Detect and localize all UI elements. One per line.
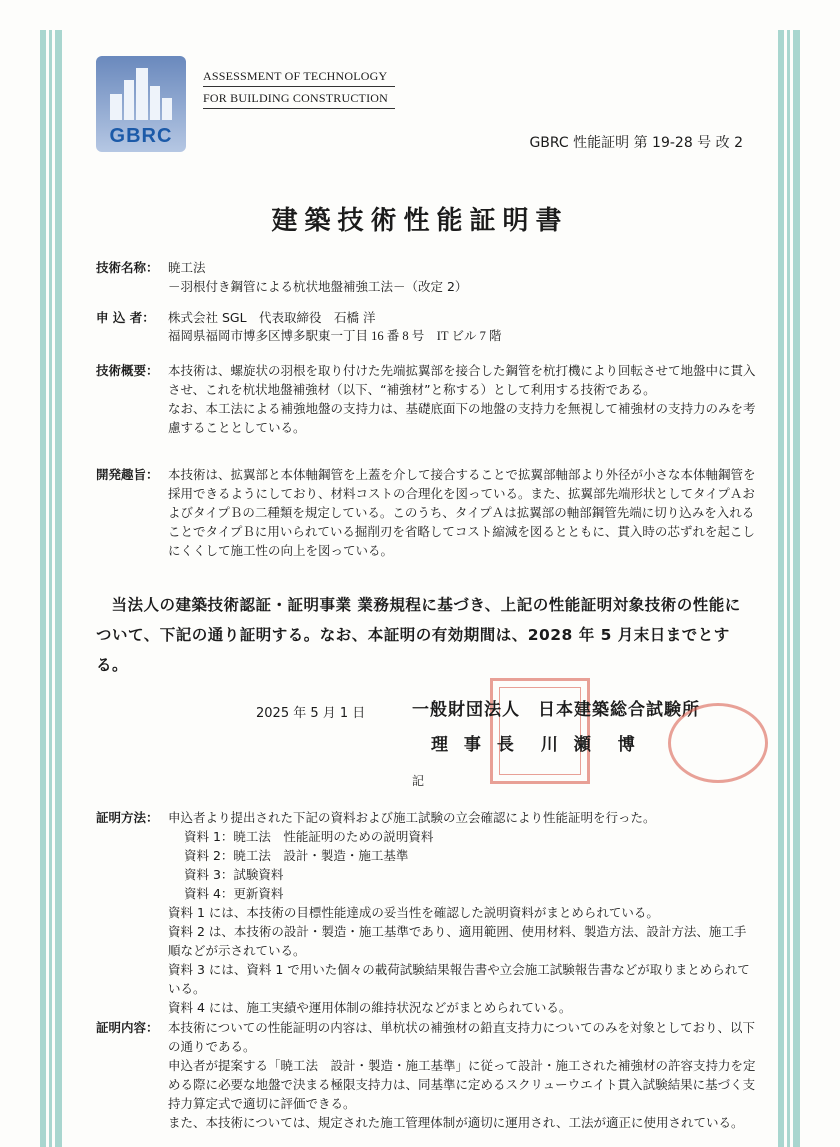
material-item: 資料 4：更新資料 (184, 886, 284, 901)
technology-name-section (96, 258, 756, 296)
personal-seal-stamp (668, 703, 768, 783)
overview-label: 技術概要： (96, 363, 159, 378)
overview-section (96, 361, 756, 437)
material-item: 資料 2：暁工法 設計・製造・施工基準 (184, 848, 409, 863)
method-label: 証明方法： (96, 810, 159, 825)
certificate-number: GBRC 性能証明 第 19-28 号 改 2 (529, 135, 743, 151)
content-paragraph: 申込者が提案する「暁工法 設計・製造・施工基準」に従って設計・施工された補強材の許容支持力を定める際に必要な地盤で決まる極限支持力は、同基準に定めるスクリューウエイト貫入試験結果に基づく支持力算定式で適切に評価できる。 (168, 1058, 756, 1111)
material-item: 資料 3：試験資料 (184, 867, 284, 882)
purpose-paragraph: 本技術は、拡翼部と本体軸鋼管を上蓋を介して接合することで拡翼部軸部より外径が小さな本体軸鋼管を採用できるようにしており、材料コストの合理化を図っている。また、拡翼部先端形状としてタイプＡおよびタイプＢの二種類を規定している。このうち、タイプＡは拡翼部の軸部鋼管先端に切り込みを入れることでタイプＢに用いられている掘削刃を省略してコスト縮減を図るとともに、貫入時の芯ずれを起こしにくくして施工性の向上を図っている。 (168, 467, 756, 558)
technology-name: 暁工法 (168, 260, 206, 275)
content-paragraph: 本技術についての性能証明の内容は、単杭状の補強材の鉛直支持力についてのみを対象としており、以下の通りである。 (168, 1020, 756, 1054)
logo-text: GBRC (109, 125, 173, 147)
technology-name-label: 技術名称： (96, 260, 159, 275)
material-note: 資料 4 には、施工実績や運用体制の維持状況などがまとめられている。 (168, 1000, 572, 1015)
purpose-label: 開発趣旨： (96, 467, 159, 482)
content-label: 証明内容： (96, 1020, 159, 1035)
applicant-label: 申 込 者： (96, 310, 155, 325)
overview-paragraph: なお、本工法による補強地盤の支持力は、基礎底面下の地盤の支持力を無視して補強材の支持力のみを考慮することとしている。 (168, 401, 756, 435)
organization-name (203, 68, 395, 112)
method-section (96, 808, 756, 1017)
ki-heading: 記 (412, 774, 425, 788)
issuer-organization: 一般財団法人 日本建築総合試験所 (412, 700, 700, 720)
applicant-section (96, 308, 756, 346)
applicant-name: 株式会社 SGL 代表取締役 石橋 洋 (168, 310, 376, 325)
left-border-decoration (40, 0, 62, 1147)
issue-date: 2025 年 5 月 1 日 (256, 706, 366, 721)
applicant-address: 福岡県福岡市博多区博多駅東一丁目 16 番 8 号 IT ビル 7 階 (168, 329, 502, 343)
method-intro: 申込者より提出された下記の資料および施工試験の立会確認により性能証明を行った。 (168, 810, 656, 825)
certification-statement: 当法人の建築技術認証・証明事業 業務規程に基づき、上記の性能証明対象技術の性能について、下記の通り証明する。なお、本証明の有効期間は、2028 年 5 月末日までとする。 (96, 596, 741, 674)
content-paragraph: また、本技術については、規定された施工管理体制が適切に運用され、工法が適正に使用されている。 (168, 1115, 744, 1130)
gbrc-logo (96, 56, 186, 152)
content-section (96, 1018, 756, 1132)
material-note: 資料 1 には、本技術の目標性能達成の妥当性を確認した説明資料がまとめられている。 (168, 905, 659, 920)
document-title: 建築技術性能証明書 (271, 206, 569, 236)
right-border-decoration (778, 0, 800, 1147)
material-note: 資料 3 には、資料 1 で用いた個々の載荷試験結果報告書や立会施工試験報告書などが取りまとめられている。 (168, 962, 750, 996)
organization-line-1: ASSESSMENT OF TECHNOLOGY (203, 68, 395, 87)
issuer-title-name: 理 事 長 川 瀬 博 (431, 735, 640, 755)
organization-line-2: FOR BUILDING CONSTRUCTION (203, 90, 395, 109)
technology-subtitle: －羽根付き鋼管による杭状地盤補強工法－（改定 2） (168, 279, 468, 294)
material-note: 資料 2 は、本技術の設計・製造・施工基準であり、適用範囲、使用材料、製造方法、設計方法、施工手順などが示されている。 (168, 924, 747, 958)
overview-paragraph: 本技術は、螺旋状の羽根を取り付けた先端拡翼部を接合した鋼管を杭打機により回転させて地盤中に貫入させ、これを杭状地盤補強材（以下、“補強材”と称する）として利用する技術である。 (168, 363, 756, 397)
purpose-section (96, 465, 756, 560)
material-item: 資料 1：暁工法 性能証明のための説明資料 (184, 829, 434, 844)
